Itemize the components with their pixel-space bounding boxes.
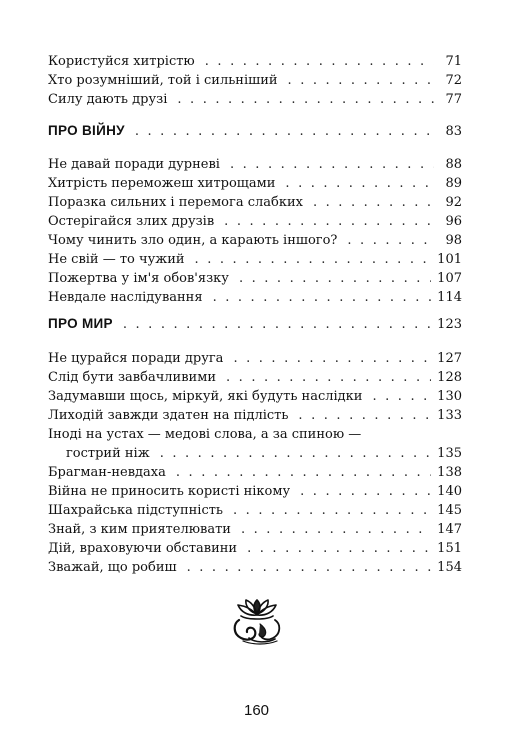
toc-entry-title: Війна не приносить користі нікому xyxy=(48,484,291,499)
toc-entry xyxy=(48,90,462,109)
leader-dots xyxy=(187,558,432,577)
leader-dots xyxy=(233,349,431,368)
section-title: ПРО МИР xyxy=(48,316,113,331)
toc-entry-title: Не давай поради дурневі xyxy=(48,157,220,172)
toc-entry xyxy=(48,193,462,212)
toc-block-peace xyxy=(48,349,462,577)
leader-dots xyxy=(213,288,432,307)
toc-entry-title: Лиходій завжди здатен на підлість xyxy=(48,408,289,423)
leader-dots xyxy=(224,212,434,231)
toc-entry xyxy=(48,52,462,71)
leader-dots xyxy=(285,174,434,193)
section-page: 83 xyxy=(445,124,462,139)
toc-entry-page: 151 xyxy=(437,541,462,556)
toc-entry-page: 96 xyxy=(445,214,462,229)
toc-entry-page: 133 xyxy=(437,408,462,423)
toc-entry-page: 92 xyxy=(445,195,462,210)
toc-entry xyxy=(48,539,462,558)
leader-dots xyxy=(123,315,431,334)
toc-entry xyxy=(48,174,462,193)
toc-entry-page: 127 xyxy=(437,351,462,366)
leader-dots xyxy=(176,463,431,482)
leader-dots xyxy=(241,520,431,539)
toc-entry xyxy=(48,482,462,501)
toc-entry xyxy=(48,463,462,482)
toc-entry-title: Не цурайся поради друга xyxy=(48,351,224,366)
leader-dots xyxy=(135,122,434,141)
toc-entry-title-continued: гострий ніж xyxy=(66,446,150,461)
toc-entry xyxy=(48,269,462,288)
toc-entry-title: Чому чинить зло один, а карають іншого? xyxy=(48,233,338,248)
toc-section-war xyxy=(48,121,462,140)
toc-entry xyxy=(48,349,462,368)
section-heading xyxy=(48,314,462,333)
toc-entry-title: Шахрайська підступність xyxy=(48,503,224,518)
leader-dots xyxy=(233,501,431,520)
toc-entry xyxy=(48,368,462,387)
toc-entry-title: Хто розумніший, той і сильніший xyxy=(48,73,278,88)
toc-entry-title: Не свій — то чужий xyxy=(48,252,185,267)
toc-entry xyxy=(48,71,462,90)
leader-dots xyxy=(313,193,434,212)
toc-entry-title: Дій, враховуючи обставини xyxy=(48,541,238,556)
toc-entry xyxy=(48,406,462,425)
leader-dots xyxy=(205,52,434,71)
leader-dots xyxy=(195,250,432,269)
toc-entry-title: Користуйся хитрістю xyxy=(48,54,195,69)
lotus-ornament-icon xyxy=(227,594,287,646)
toc-entry-title: Невдале наслідування xyxy=(48,290,203,305)
section-page: 123 xyxy=(437,317,462,332)
leader-dots xyxy=(177,90,434,109)
toc-entry-title: Поразка сильних і перемога слабких xyxy=(48,195,303,210)
leader-dots xyxy=(226,368,431,387)
toc-entry-page: 140 xyxy=(437,484,462,499)
leader-dots xyxy=(372,387,431,406)
toc-entry-page: 107 xyxy=(437,271,462,286)
toc-entry-title: Силу дають друзі xyxy=(48,92,168,107)
toc-entry-page: 135 xyxy=(437,446,462,461)
page-number: 160 xyxy=(243,702,270,719)
toc-entry-page: 71 xyxy=(445,54,462,69)
toc-entry xyxy=(48,231,462,250)
toc-entry-wrapped-line2 xyxy=(48,444,462,463)
leader-dots xyxy=(347,231,434,250)
toc-entry-page: 145 xyxy=(437,503,462,518)
toc-entry xyxy=(48,212,462,231)
toc-entry-page: 147 xyxy=(437,522,462,537)
leader-dots xyxy=(247,539,431,558)
section-heading xyxy=(48,121,462,140)
leader-dots xyxy=(300,482,431,501)
toc-entry-title: Задумавши щось, міркуй, які будуть наслідки xyxy=(48,389,363,404)
toc-entry-page: 130 xyxy=(437,389,462,404)
toc-entry-title: Слід бути завбачливими xyxy=(48,370,216,385)
toc-entry-title: Знай, з ким приятелювати xyxy=(48,522,231,537)
toc-entry-page: 72 xyxy=(445,73,462,88)
toc-entry-title: Пожертва у ім'я обов'язку xyxy=(48,271,229,286)
toc-entry-title: Зважай, що робиш xyxy=(48,560,177,575)
toc-entry-title: Остерігайся злих друзів xyxy=(48,214,215,229)
leader-dots xyxy=(230,155,434,174)
leader-dots xyxy=(160,444,431,463)
section-title: ПРО ВІЙНУ xyxy=(48,123,125,138)
toc-entry xyxy=(48,155,462,174)
toc-entry-title: Іноді на устах — медові слова, а за спиною — xyxy=(48,427,362,442)
toc-entry xyxy=(48,387,462,406)
toc-entry-page: 89 xyxy=(445,176,462,191)
toc-entry-page: 77 xyxy=(445,92,462,107)
toc-entry-page: 138 xyxy=(437,465,462,480)
toc-entry xyxy=(48,501,462,520)
toc-entry-page: 154 xyxy=(437,560,462,575)
leader-dots xyxy=(288,71,434,90)
toc-entry-page: 88 xyxy=(445,157,462,172)
leader-dots xyxy=(239,269,431,288)
toc-entry xyxy=(48,250,462,269)
toc-entry-page: 98 xyxy=(445,233,462,248)
toc-entry-page: 101 xyxy=(437,252,462,267)
toc-entry xyxy=(48,520,462,539)
toc-entry-wrapped-line1 xyxy=(48,425,462,444)
toc-block-a xyxy=(48,52,462,109)
toc-entry-page: 128 xyxy=(437,370,462,385)
toc-entry xyxy=(48,558,462,577)
toc-entry-page: 114 xyxy=(437,290,462,305)
toc-entry-title: Хитрість переможеш хитрощами xyxy=(48,176,276,191)
toc-entry-title: Брагман-невдаха xyxy=(48,465,166,480)
leader-dots xyxy=(298,406,431,425)
toc-block-war xyxy=(48,155,462,307)
toc-entry xyxy=(48,288,462,307)
toc-section-peace xyxy=(48,314,462,333)
